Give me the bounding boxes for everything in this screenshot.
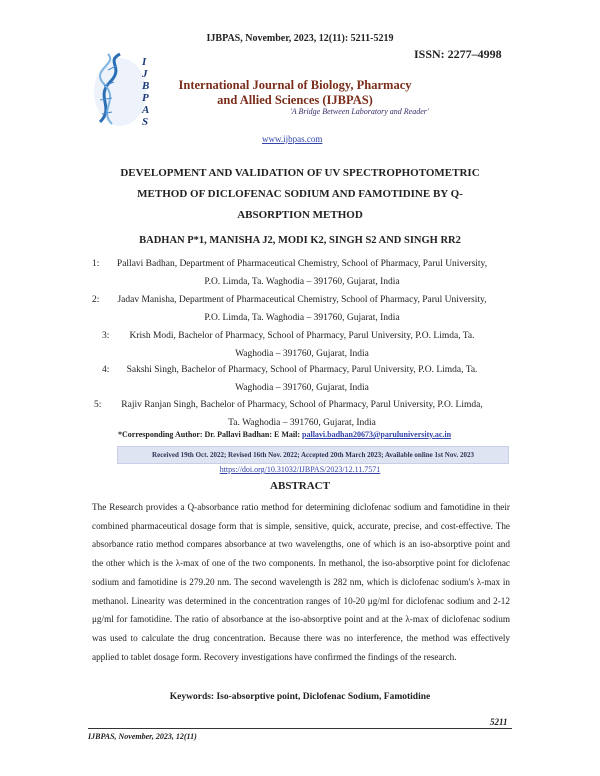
affiliation-line: P.O. Limda, Ta. Waghodia – 391760, Gujarat, India: [204, 277, 400, 287]
page-number: 5211: [490, 717, 508, 727]
issn: ISSN: 2277–4998: [414, 47, 502, 61]
keywords: Keywords: Iso-absorptive point, Diclofenac Sodium, Famotidine: [169, 692, 431, 702]
logo-letter: S: [142, 116, 149, 128]
journal-logo: [90, 52, 165, 130]
affiliation-4: [92, 361, 512, 397]
affiliation-line: Waghodia – 391760, Gujarat, India: [235, 349, 369, 359]
title-line: DEVELOPMENT AND VALIDATION OF UV SPECTROPHOTOMETRIC: [120, 167, 480, 179]
affiliation-5: [92, 396, 512, 432]
affiliation-line: P.O. Limda, Ta. Waghodia – 391760, Gujarat, India: [204, 313, 400, 323]
affiliation-line: Krish Modi, Bachelor of Pharmacy, School of Pharmacy, Parul University, P.O. Limda, Ta.: [129, 331, 475, 341]
journal-name-line2: and Allied Sciences (IJBPAS): [217, 93, 373, 107]
affiliation-number: 2:: [92, 295, 100, 305]
abstract-heading: ABSTRACT: [270, 480, 330, 492]
corresponding-label: *Corresponding Author: Dr. Pallavi Badhan: E Mail:: [118, 430, 303, 439]
journal-name-line1: International Journal of Biology, Pharmacy: [178, 78, 412, 92]
corresponding-email-link[interactable]: pallavi.badhan20673@paruluniversity.ac.in: [302, 430, 452, 439]
affiliation-number: 3:: [102, 331, 110, 341]
article-dates-box: Received 19th Oct. 2022; Revised 16th Nov. 2022; Accepted 20th March 2023; Available online 1st Nov. 2023: [117, 446, 509, 464]
footer-citation: IJBPAS, November, 2023, 12(11): [88, 732, 197, 741]
logo-letters: [142, 56, 149, 128]
affiliation-line: Sakshi Singh, Bachelor of Pharmacy, School of Pharmacy, Parul University, P.O. Limda, Ta.: [126, 365, 478, 375]
affiliation-line: Ta. Waghodia – 391760, Gujarat, India: [228, 418, 376, 428]
affiliation-line: Waghodia – 391760, Gujarat, India: [235, 383, 369, 393]
affiliation-line: Pallavi Badhan, Department of Pharmaceutical Chemistry, School of Pharmacy, Parul University,: [116, 259, 488, 269]
logo-letter: B: [142, 80, 150, 92]
title-line: ABSORPTION METHOD: [237, 209, 363, 221]
affiliation-number: 5:: [94, 400, 102, 410]
dna-helix-icon: [90, 52, 165, 130]
article-title: [95, 163, 505, 226]
logo-letter: P: [142, 92, 149, 104]
affiliation-number: 4:: [102, 365, 110, 375]
abstract-text: The Research provides a Q-absorbance ratio method for determining diclofenac sodium and famotidine in their combined pharmaceutical dosage form that is simple, sensitive, quick, accurate, precise, and cost-effective. The absorbance ratio method compares absorbance at two wavelengths, one of which is an iso-absorptive point and the other which is the λ-max of one of the two components. In methanol, the iso-absorptive point for diclofenac sodium and famotidine is 279.20 nm. The second wavelength is 282 nm, which is diclofenac sodium's λ-max in methanol. Linearity was determined in the concentration ranges of 10-20 μg/ml for diclofenac sodium and 2-12 μg/ml for famotidine. The ratio of absorbance at the iso-absorptive point and at the λ-max of diclofenac sodium was used to calculate the drug concentration. Because there was no interference, the method was effectively applied to tablet dosage form. Recovery investigations have confirmed the findings of the research.: [92, 502, 510, 662]
affiliation-line: Jadav Manisha, Department of Pharmaceutical Chemistry, School of Pharmacy, Parul University,: [117, 295, 487, 305]
footer-divider: [88, 728, 512, 729]
author-list: BADHAN P*1, MANISHA J2, MODI K2, SINGH S2 AND SINGH RR2: [139, 235, 461, 246]
affiliation-2: [92, 291, 512, 327]
journal-tagline: 'A Bridge Between Laboratory and Reader': [290, 107, 429, 116]
doi-link[interactable]: https://doi.org/10.31032/IJBPAS/2023/12.11.7571: [219, 465, 381, 474]
logo-letter: I: [142, 56, 147, 68]
affiliation-3: [92, 327, 512, 363]
logo-letter: J: [142, 68, 148, 80]
affiliation-line: Rajiv Ranjan Singh, Bachelor of Pharmacy, School of Pharmacy, Parul University, P.O. Limda,: [121, 400, 483, 410]
affiliation-number: 1:: [92, 259, 100, 269]
title-line: METHOD OF DICLOFENAC SODIUM AND FAMOTIDINE BY Q-: [137, 188, 463, 200]
corresponding-author: [118, 430, 513, 439]
journal-website-link[interactable]: www.ijbpas.com: [262, 134, 323, 144]
running-head: IJBPAS, November, 2023, 12(11): 5211-5219: [206, 33, 394, 44]
logo-letter: A: [142, 104, 150, 116]
affiliation-1: [92, 255, 512, 291]
journal-name: [175, 78, 415, 108]
